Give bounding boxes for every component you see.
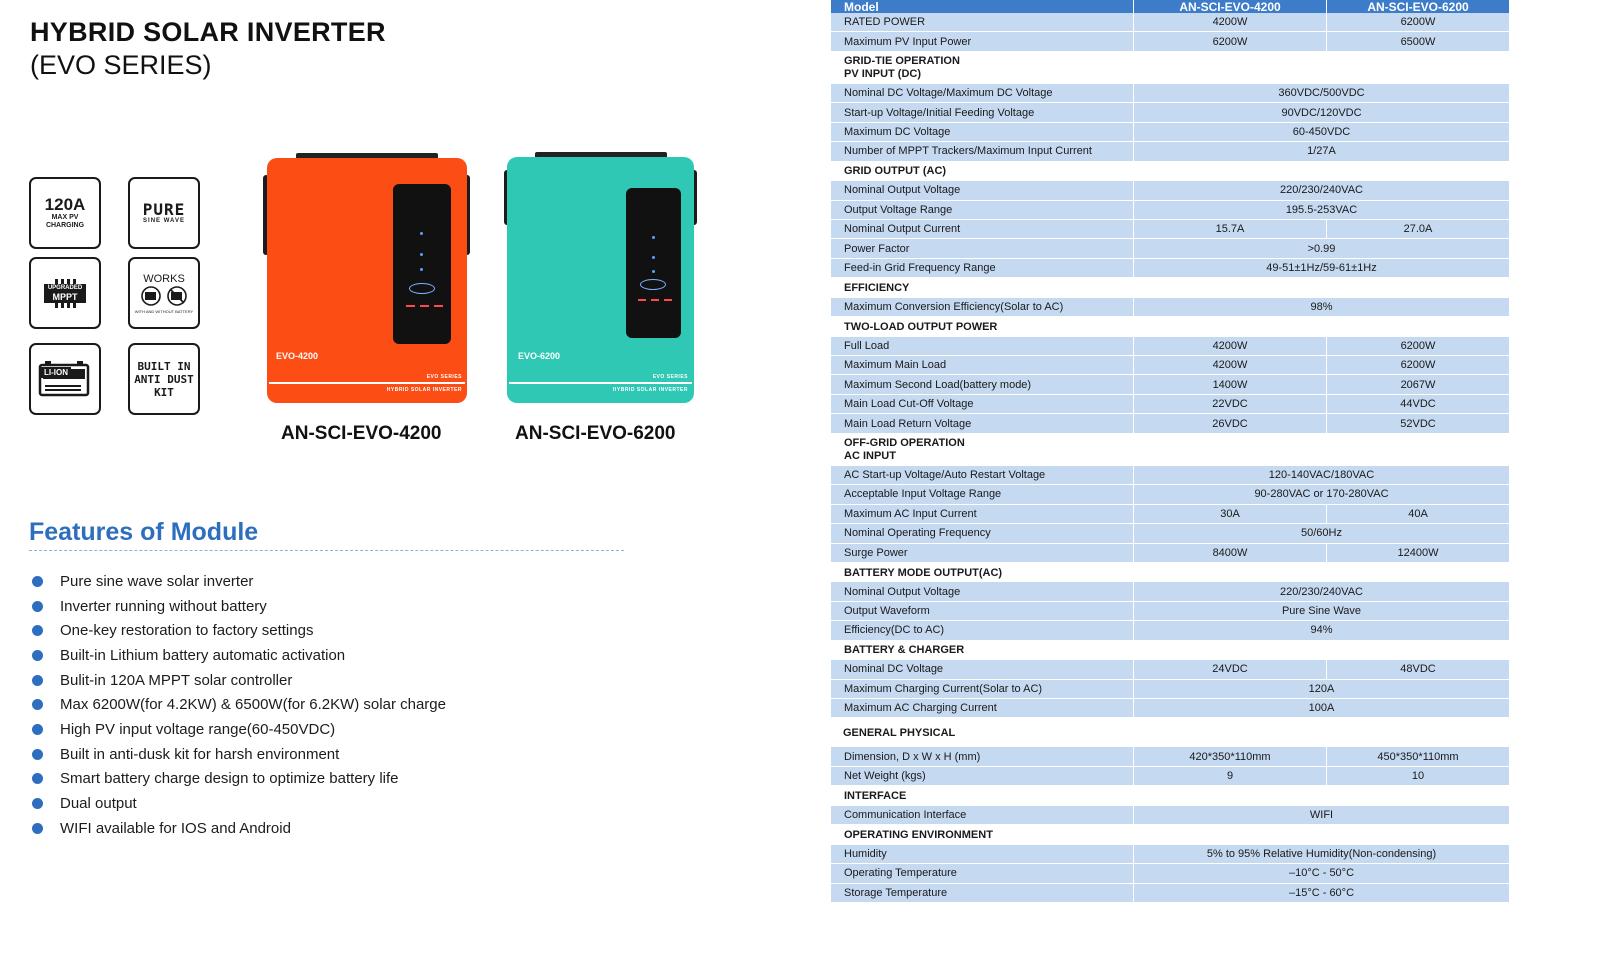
- feature-item: Built in anti-dusk kit for harsh environment: [30, 742, 446, 767]
- table-row: Maximum Main Load 4200W 6200W: [831, 356, 1509, 375]
- table-row: Maximum DC Voltage 60-450VDC: [831, 123, 1509, 142]
- section-heading: OFF-GRID OPERATION AC INPUT: [844, 436, 965, 462]
- table-row: Nominal DC Voltage 24VDC 48VDC: [831, 660, 1509, 679]
- features-divider: [29, 550, 624, 551]
- table-row: Main Load Cut-Off Voltage 22VDC 44VDC: [831, 395, 1509, 414]
- table-row: Power Factor >0.99: [831, 239, 1509, 258]
- table-row: Operating Temperature –10°C - 50°C: [831, 864, 1509, 883]
- pure-sine-badge: [128, 177, 200, 249]
- section-heading: BATTERY & CHARGER: [844, 644, 965, 657]
- mppt-badge: [29, 257, 101, 329]
- bullet-icon: [32, 724, 43, 735]
- table-row: Full Load 4200W 6200W: [831, 337, 1509, 356]
- table-row: RATED POWER 4200W 6200W: [831, 13, 1509, 32]
- table-row: Efficiency(DC to AC) 94%: [831, 621, 1509, 640]
- table-row: Nominal Output Voltage 220/230/240VAC: [831, 582, 1509, 601]
- features-title: Features of Module: [29, 518, 259, 546]
- charging-amp: 120A: [44, 195, 86, 214]
- header-model-1: AN-SCI-EVO-4200: [1133, 0, 1326, 13]
- header-model: Model: [844, 0, 879, 14]
- table-row: AC Start-up Voltage/Auto Restart Voltage 120-140VAC/180VAC: [831, 466, 1509, 485]
- feature-item: Pure sine wave solar inverter: [30, 569, 446, 594]
- feature-item: One-key restoration to factory settings: [30, 618, 446, 643]
- table-row: Net Weight (kgs) 9 10: [831, 767, 1509, 786]
- product-2-series: EVO SERIES: [652, 374, 688, 380]
- bullet-icon: [32, 823, 43, 834]
- feature-item: Max 6200W(for 4.2KW) & 6500W(for 6.2KW) solar charge: [30, 692, 446, 717]
- table-row: Nominal Operating Frequency 50/60Hz: [831, 524, 1509, 543]
- upgraded-label: UPGRADED: [47, 284, 83, 291]
- table-row: Acceptable Input Voltage Range 90-280VAC or 170-280VAC: [831, 485, 1509, 504]
- table-row: Dimension, D x W x H (mm) 420*350*110mm 450*350*110mm: [831, 747, 1509, 766]
- product-1-label: EVO-4200: [276, 351, 319, 361]
- spec-header-row: [831, 0, 1509, 13]
- bullet-icon: [32, 625, 43, 636]
- table-row: Surge Power 8400W 12400W: [831, 544, 1509, 563]
- section-heading: GENERAL PHYSICAL: [843, 726, 956, 739]
- feature-item: Bulit-in 120A MPPT solar controller: [30, 668, 446, 693]
- bullet-icon: [32, 798, 43, 809]
- dust-line3: KIT: [154, 385, 174, 399]
- battery-optional-icon: [138, 285, 190, 307]
- feature-item: Inverter running without battery: [30, 594, 446, 619]
- sine-wave-label: SINE WAVE: [143, 218, 185, 224]
- works-badge: [128, 257, 200, 329]
- battery-icon: [37, 359, 93, 399]
- section-heading: INTERFACE: [844, 790, 907, 803]
- section-heading: BATTERY MODE OUTPUT(AC): [844, 566, 1003, 579]
- table-row: Maximum Charging Current(Solar to AC) 120A: [831, 680, 1509, 699]
- table-row: Nominal Output Current 15.7A 27.0A: [831, 220, 1509, 239]
- table-row: Maximum PV Input Power 6200W 6500W: [831, 32, 1509, 51]
- table-row: Maximum Conversion Efficiency(Solar to AC) 98%: [831, 298, 1509, 317]
- table-row: Feed-in Grid Frequency Range 49-51±1Hz/59-61±1Hz: [831, 259, 1509, 278]
- product-2-tagline: HYBRID SOLAR INVERTER: [612, 387, 688, 393]
- section-heading: TWO-LOAD OUTPUT POWER: [844, 320, 998, 333]
- bullet-icon: [32, 675, 43, 686]
- table-row: Output Voltage Range 195.5-253VAC: [831, 201, 1509, 220]
- bullet-icon: [32, 749, 43, 760]
- dust-line2: ANTI DUST: [134, 372, 194, 386]
- bullet-icon: [32, 650, 43, 661]
- page-subtitle: (EVO SERIES): [30, 50, 212, 80]
- li-ion-label: LI-ION: [41, 367, 71, 378]
- feature-item: Built-in Lithium battery automatic activation: [30, 643, 446, 668]
- table-row: Communication Interface WIFI: [831, 806, 1509, 825]
- charging-badge: [29, 177, 101, 249]
- mppt-pins-bottom: [55, 303, 76, 308]
- product-1-name: AN-SCI-EVO-4200: [281, 423, 442, 444]
- table-row: Storage Temperature –15°C - 60°C: [831, 884, 1509, 903]
- table-row: Output Waveform Pure Sine Wave: [831, 602, 1509, 621]
- spec-table: [831, 0, 1509, 903]
- title-block: [30, 16, 386, 82]
- table-row: Nominal Output Voltage 220/230/240VAC: [831, 181, 1509, 200]
- table-row: Main Load Return Voltage 26VDC 52VDC: [831, 414, 1509, 433]
- works-label: WORKS: [143, 272, 185, 285]
- section-heading: GRID OUTPUT (AC): [844, 165, 947, 178]
- feature-item: Smart battery charge design to optimize battery life: [30, 767, 446, 792]
- charging-line2: CHARGING: [45, 222, 85, 229]
- product-2-label: EVO-6200: [518, 351, 561, 361]
- table-row: Maximum AC Input Current 30A 40A: [831, 505, 1509, 524]
- table-row: Maximum Second Load(battery mode) 1400W 2067W: [831, 375, 1509, 394]
- product-1-series: EVO SERIES: [426, 374, 462, 380]
- table-row: Number of MPPT Trackers/Maximum Input Current 1/27A: [831, 142, 1509, 161]
- section-heading: GRID-TIE OPERATION PV INPUT (DC): [844, 54, 960, 80]
- charging-line1: MAX PV: [51, 214, 79, 221]
- section-heading: EFFICIENCY: [844, 281, 910, 294]
- li-ion-badge: [29, 343, 101, 415]
- bullet-icon: [32, 773, 43, 784]
- mppt-chip-icon: [44, 284, 86, 303]
- table-row: Maximum AC Charging Current 100A: [831, 699, 1509, 718]
- header-model-2: AN-SCI-EVO-6200: [1326, 0, 1509, 13]
- feature-item: WIFI available for IOS and Android: [30, 816, 446, 841]
- section-heading: OPERATING ENVIRONMENT: [844, 828, 993, 841]
- dust-line1: BUILT IN: [137, 359, 191, 373]
- feature-item: High PV input voltage range(60-450VDC): [30, 717, 446, 742]
- anti-dust-badge: [128, 343, 200, 415]
- bullet-icon: [32, 601, 43, 612]
- features-list: [30, 569, 446, 841]
- table-row: Nominal DC Voltage/Maximum DC Voltage 360VDC/500VDC: [831, 84, 1509, 103]
- table-row: Start-up Voltage/Initial Feeding Voltage 90VDC/120VDC: [831, 103, 1509, 122]
- bullet-icon: [32, 576, 43, 587]
- bullet-icon: [32, 699, 43, 710]
- feature-item: Dual output: [30, 791, 446, 816]
- table-row: Humidity 5% to 95% Relative Humidity(Non-condensing): [831, 845, 1509, 864]
- product-1-tagline: HYBRID SOLAR INVERTER: [386, 387, 462, 393]
- mppt-label: MPPT: [52, 291, 78, 302]
- page-title: HYBRID SOLAR INVERTER: [30, 17, 386, 47]
- product-2-name: AN-SCI-EVO-6200: [515, 423, 676, 444]
- pure-label: PURE: [142, 200, 186, 219]
- works-note: WITH AND WITHOUT BATTERY: [134, 308, 194, 314]
